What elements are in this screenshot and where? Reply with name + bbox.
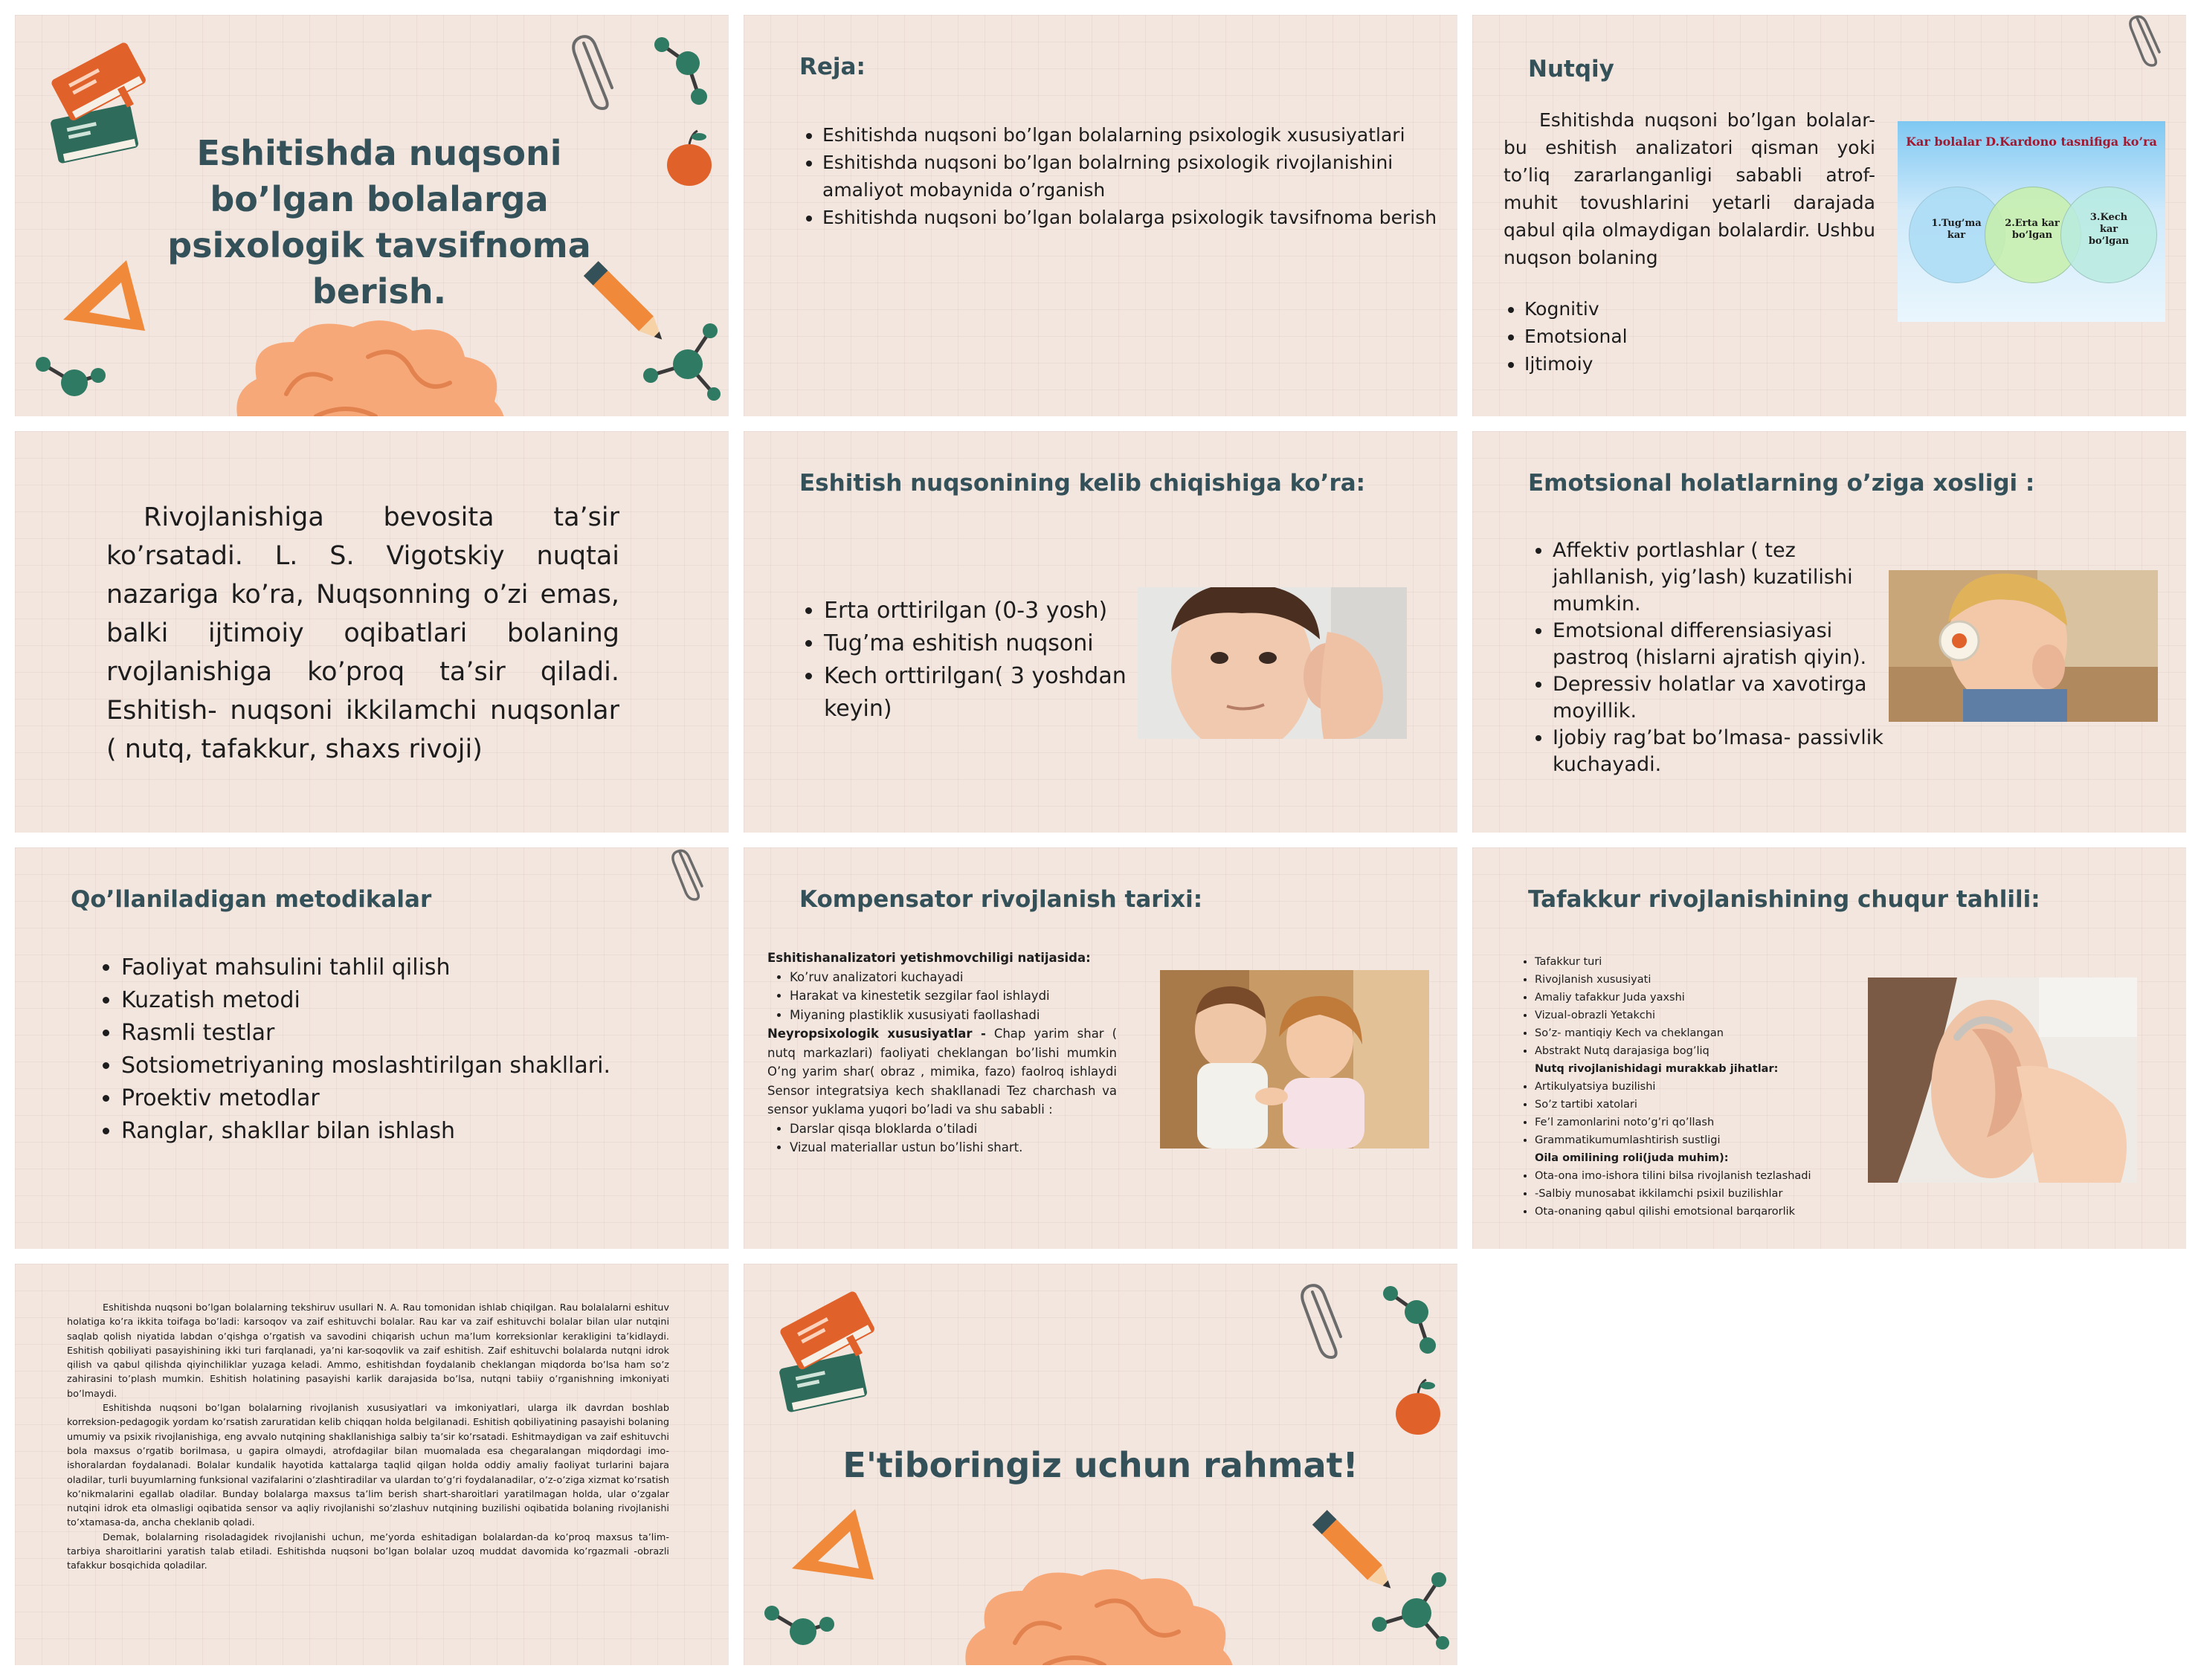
- methods-list: [84, 952, 716, 1148]
- diagram-label-1: 1.Tug’ma kar: [1931, 218, 1982, 241]
- list-item: • Rasmli testlar: [121, 1017, 716, 1050]
- paperclip-icon: [2127, 15, 2168, 67]
- molecule-icon: [636, 316, 725, 405]
- list-item: • Vizual-obrazli Yetakchi: [1535, 1007, 1860, 1024]
- diagram-title: Kar bolalar D.Kardono tasnifiga ko’ra: [1906, 135, 2157, 149]
- impact-list: [1505, 295, 1747, 378]
- section-heading: Eshitishanalizatori yetishmovchiligi natijasida:: [767, 951, 1091, 965]
- slide-6[interactable]: [1472, 431, 2186, 833]
- books-icon: [766, 1286, 877, 1424]
- slide-title: Kompensator rivojlanish tarixi:: [799, 886, 1203, 913]
- list-item: • Tafakkur turi: [1535, 953, 1860, 971]
- slide-title: E'tiboringiz uchun rahmat!: [842, 1445, 1359, 1485]
- slide-title: Tafakkur rivojlanishining chuqur tahlili:: [1528, 886, 2040, 913]
- body-paragraph: Rivojlanishiga bevosita ta’sir ko’rsatadi. L. S. Vigotskiy nuqtai nazariga ko’ra, Nuqsonning o’zi emas, balki ijtimoiy oqibatlari bolaning rvojlanishiga ko’proq ta’sir qiladi. Eshitish- nuqsoni ikkilamchi nuqsonlar ( nutq, tafakkur, shaxs rivoji): [106, 503, 619, 764]
- slide-title: Qo’llaniladigan metodikalar: [71, 886, 432, 913]
- slide-title: Eshitish nuqsonining kelib chiqishiga ko’ra:: [799, 470, 1366, 497]
- slide-1[interactable]: [15, 15, 729, 416]
- origin-list: [805, 595, 1151, 726]
- child-listening-photo: [1138, 587, 1407, 739]
- list-item: • Darslar qisqa bloklarda o’tiladi: [790, 1120, 1117, 1139]
- paragraph: Demak, bolalarning risoladagidek rivojlanishi uchun, me’yorda eshitadigan bolalardan-da ko’proq maxsus ta’lim-tarbiya sharoitlarini yaratish talab etiladi. Eshitishda nuqsoni bo’lgan bolalar uzoq muddat davomida ko’rgazmali -obrazli tafakkur bosqichida qoladilar.: [67, 1531, 669, 1572]
- paperclip-icon: [1298, 1277, 1350, 1359]
- slide-2[interactable]: [744, 15, 1457, 416]
- list-item: • Artikulyatsiya buzilishi: [1535, 1078, 1860, 1096]
- list-item: • Vizual materiallar ustun bo’lishi shart.: [790, 1138, 1117, 1157]
- list-item: • Emotsional: [1524, 323, 1747, 350]
- apple-icon: [662, 126, 718, 190]
- list-item: • Kognitiv: [1524, 295, 1747, 323]
- list-item: • Ijobiy rag’bat bo’lmasa- passivlik kuchayadi.: [1553, 725, 1883, 778]
- list-item: • Eshitishda nuqsoni bo’lgan bolalrning psixologik rivojlanishini amaliyot mobaynida o’rganish: [822, 149, 1440, 204]
- emotional-list: [1533, 537, 1883, 778]
- list-item: • Eshitishda nuqsoni bo’lgan bolalarga psixologik tavsifnoma berish: [822, 204, 1440, 231]
- list-item: • Faoliyat mahsulini tahlil qilish: [121, 952, 716, 984]
- list-item: • Depressiv holatlar va xavotirga moyillik.: [1553, 671, 1883, 725]
- slide-11[interactable]: [744, 1264, 1457, 1665]
- list-item: • Harakat va kinestetik sezgilar faol ishlaydi: [790, 986, 1117, 1006]
- slide-8[interactable]: [744, 847, 1457, 1249]
- therapy-session-photo: [1160, 970, 1429, 1148]
- list-item: • Kech orttirilgan( 3 yoshdan keyin): [824, 660, 1151, 726]
- list-item: • Sotsiometriyaning moslashtirilgan shakllari.: [121, 1050, 716, 1082]
- diagram-label-3: 3.Kech kar bo’lgan: [2088, 212, 2130, 247]
- slide-9[interactable]: [1472, 847, 2186, 1249]
- ear-hearing-aid-photo: [1868, 978, 2137, 1183]
- rau-methods-text: [67, 1301, 669, 1574]
- diagram-label-2: 2.Erta kar bo’lgan: [2005, 218, 2060, 241]
- brain-icon: [227, 312, 509, 416]
- list-item: • Erta orttirilgan (0-3 yosh): [824, 595, 1151, 627]
- slide-title: Reja:: [799, 54, 866, 80]
- list-item: • Emotsional differensiasiyasi pastroq (hislarni ajratish qiyin).: [1553, 618, 1883, 671]
- list-item: • Amaliy tafakkur Juda yaxshi: [1535, 989, 1860, 1007]
- list-item: • Ota-ona imo-ishora tilini bilsa rivojlanish tezlashadi: [1535, 1167, 1860, 1185]
- slide-title: Emotsional holatlarning o’ziga xosligi :: [1528, 470, 2035, 497]
- brain-icon: [956, 1561, 1238, 1665]
- list-item: • Kuzatish metodi: [121, 984, 716, 1017]
- section-heading: Neyropsixologik xususiyatlar -: [767, 1027, 986, 1041]
- section-heading: Nutq rivojlanishidagi murakkab jihatlar:: [1535, 1063, 1779, 1075]
- child-hearing-aid-photo: [1889, 570, 2158, 722]
- list-item: • Ranglar, shakllar bilan ishlash: [121, 1115, 716, 1148]
- list-item: • Proektiv metodlar: [121, 1082, 716, 1115]
- paragraph: Eshitishda nuqsoni bo’lgan bolalarning tekshiruv usullari N. A. Rau tomonidan ishlab chiqilgan. Rau bolalalarni eshituv holatiga ko’ra ikkita toifaga bo’ladi: karsoqov va zaif eshituvchi bolalar. Rau kar va zaif eshituvchi bolalar bilan ular nutqini saqlab qolish niyatida labdan o’qishga o’rgatish va savodini chiqarish uchun ma’lum korreksionlar kerakligini ta’kidlaydi. Eshitish qobiliyati pasayishining ikki turi farqlanadi, ya’ni kar-soqovlik va zaif eshitish. Zaif eshituvchi bolalarda nutqni idrok qilish va qabul qilishda qiyinchiliklar yuzaga keladi. Ammo, eshitishdan foydalanib cheklangan miqdorda bo’lsa ham so’z zahirasini to’plash mumkin. Eshitish holatining pasayishi karlik darajasida bo’lsa, nutqni tabiiy o’rganishning imkoniyati bo’lmaydi.: [67, 1302, 669, 1400]
- list-item: • Rivojlanish xususiyati: [1535, 971, 1860, 989]
- list-item: • -Salbiy munosabat ikkilamchi psixil buzilishlar: [1535, 1185, 1860, 1203]
- slide-title: Nutqiy: [1528, 56, 1614, 83]
- intro-paragraph: Eshitishda nuqsoni bo’lgan bolalar- bu eshitish analizatori qisman yoki to’liq zararlanganligi sababli atrof- muhit tovushlarini yetarli darajada qabul qila olmaydigan bolalardir. Ushbu nuqson bolaning: [1504, 109, 1875, 268]
- list-item: • Tug’ma eshitish nuqsoni: [824, 627, 1151, 660]
- list-item: • Grammatikumumlashtirish sustligi: [1535, 1131, 1860, 1149]
- paragraph: Eshitishda nuqsoni bo’lgan bolalarning rivojlanish xususiyatlari va imkoniyatlari, ularga ilk davrdan boshlab korreksion-pedagogik yordam ko’rsatish zaruratidan kelib chiqqan holda belgilanadi. Eshitish qobiliyatining pasayishi bolaning umumiy va psixik rivojlanishiga, eng avvalo nutqining shakllanishiga salbiy ta’sir ko’rsatadi. Eshitmaydigan va zaif eshituvchi bola maxsus o’rgatib borilmasa, u gapira olmaydi, atrofdagilar bilan muomalada esa chegaralangan miqdordagi imo-ishoralardan foydalanadi. Bolalar kundalik hayotida kattalarga taqlid qilgan holda oddiy amaliy faoliyat turlarini bajara oladilar, turli buyumlarning funksional vazifalarini o’zlashtiradilar va ulardan to’g’ri foydalanadilar, o’z-o’ziga xizmat ko’rsatish ko’nikmalarini egallab oladilar. Bunday bolalarga maxsus ta’lim berish shart-sharoitlari yaratilmagan holda, ular o’zgalar nutqini idrok eta olmasligi oqibatida sensor va aqliy rivojlanishi so’zlashuv nutqining buzilishi oqibatida bolaning rivojlanishi to’xtamasa-da, ancha cheklanib qoladi.: [67, 1403, 669, 1529]
- thinking-analysis-text: [1518, 953, 1860, 1221]
- paperclip-icon: [569, 28, 621, 110]
- molecule-icon: [1364, 1565, 1454, 1654]
- slide-title: Eshitishda nuqsoni bo’lgan bolalarga psixologik tavsifnoma berish.: [167, 133, 591, 312]
- list-item: • Ijtimoiy: [1524, 350, 1747, 378]
- books-icon: [37, 37, 149, 175]
- paperclip-icon: [669, 849, 710, 901]
- molecule-icon: [1376, 1279, 1446, 1360]
- molecule-icon: [647, 30, 718, 112]
- section-heading: Oila omilining roli(juda muhim):: [1535, 1152, 1729, 1164]
- molecule-icon: [30, 346, 112, 413]
- plan-list: [803, 121, 1440, 231]
- list-item: • Fe’l zamonlarini noto’g’ri qo’llash: [1535, 1114, 1860, 1131]
- list-item: • So’z tartibi xatolari: [1535, 1096, 1860, 1114]
- list-item: • Ota-onaning qabul qilishi emotsional barqarorlik: [1535, 1203, 1860, 1221]
- molecule-icon: [758, 1595, 840, 1661]
- slide-5[interactable]: [744, 431, 1457, 833]
- slide-7[interactable]: [15, 847, 729, 1249]
- list-item: • Eshitishda nuqsoni bo’lgan bolalarning psixologik xususiyatlari: [822, 121, 1440, 149]
- apple-icon: [1390, 1375, 1446, 1438]
- kardono-classification-diagram: [1898, 121, 2165, 322]
- slide-3[interactable]: [1472, 15, 2186, 416]
- compensation-text: [767, 949, 1117, 1157]
- list-item: • Ko’ruv analizatori kuchayadi: [790, 968, 1117, 987]
- section-text: Chap yarim shar ( nutq markazlari) faoliyati cheklangan bo’lishi mumkin O’ng yarim shar( obraz , mimika, fazo) faolroq ishlaydi Sensor integratsiya kech shakllanadi Tez charchash va sensor yuklama yuqori bo’ladi va shu sababli :: [767, 1027, 1118, 1117]
- list-item: • Affektiv portlashlar ( tez jahllanish, yig’lash) kuzatilishi mumkin.: [1553, 537, 1883, 618]
- list-item: • Abstrakt Nutq darajasiga bog’liq: [1535, 1042, 1860, 1060]
- slide-4[interactable]: [15, 431, 729, 833]
- list-item: • So’z- mantiqiy Kech va cheklangan: [1535, 1024, 1860, 1042]
- list-item: • Miyaning plastiklik xususiyati faollashadi: [790, 1006, 1117, 1025]
- slide-10[interactable]: [15, 1264, 729, 1665]
- triangle-ruler-icon: [784, 1502, 881, 1587]
